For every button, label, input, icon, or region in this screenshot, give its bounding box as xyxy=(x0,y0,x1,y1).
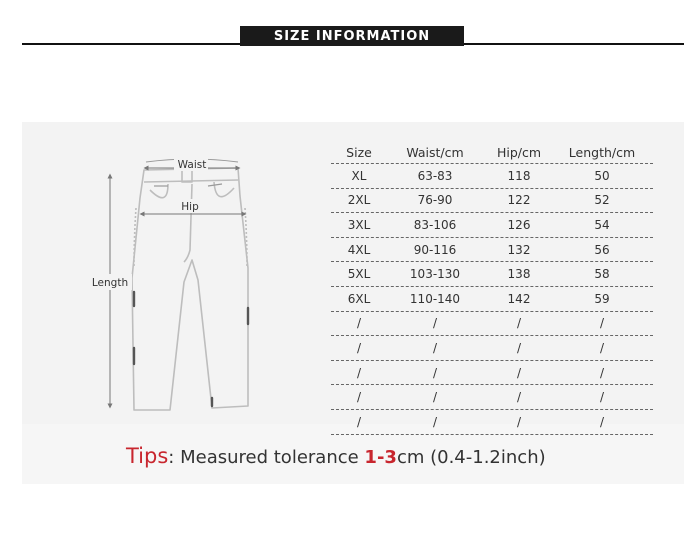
cell-size: 6XL xyxy=(347,291,371,306)
cell-length: 58 xyxy=(594,267,610,282)
cell-size: 3XL xyxy=(347,217,371,232)
cell-hip: 142 xyxy=(507,291,531,306)
table-row xyxy=(331,312,653,337)
cell-waist: 83-106 xyxy=(413,217,457,232)
cell-hip: 126 xyxy=(507,217,531,232)
cell-size: / xyxy=(356,365,362,380)
column-header-waist: Waist/cm xyxy=(406,145,464,160)
cell-waist: 103-130 xyxy=(409,267,461,282)
cell-length: / xyxy=(599,365,605,380)
cell-hip: / xyxy=(516,390,522,405)
table-row xyxy=(331,262,653,287)
table-row xyxy=(331,336,653,361)
tolerance-value: 1-3 xyxy=(364,447,397,468)
column-header-size: Size xyxy=(346,145,372,160)
size-table xyxy=(331,142,653,435)
tips-text-before: Measured tolerance xyxy=(174,447,365,468)
cell-length: 52 xyxy=(594,193,610,208)
tips-line xyxy=(126,444,546,468)
table-row xyxy=(331,213,653,238)
cell-waist: 90-116 xyxy=(413,242,457,257)
table-row xyxy=(331,361,653,386)
cell-size: / xyxy=(356,414,362,429)
cell-size: 4XL xyxy=(347,242,371,257)
cell-size: / xyxy=(356,340,362,355)
table-row xyxy=(331,164,653,189)
page-title: SIZE INFORMATION xyxy=(240,26,464,46)
cell-waist: / xyxy=(432,340,438,355)
cell-waist: / xyxy=(432,316,438,331)
cell-hip: / xyxy=(516,365,522,380)
cell-length: / xyxy=(599,414,605,429)
length-label: Length xyxy=(91,277,129,289)
tips-colon: : xyxy=(168,447,175,468)
table-row xyxy=(331,385,653,410)
table-body xyxy=(331,164,653,435)
cell-hip: / xyxy=(516,340,522,355)
cell-waist: 76-90 xyxy=(417,193,453,208)
column-header-length: Length/cm xyxy=(568,145,636,160)
cell-hip: 122 xyxy=(507,193,531,208)
cell-length: / xyxy=(599,390,605,405)
hip-label: Hip xyxy=(181,201,199,213)
cell-waist: 63-83 xyxy=(417,168,453,183)
cell-size: / xyxy=(356,316,362,331)
cell-hip: 118 xyxy=(507,168,531,183)
cell-size: / xyxy=(356,390,362,405)
cell-waist: 110-140 xyxy=(409,291,461,306)
cell-length: 50 xyxy=(594,168,610,183)
table-row xyxy=(331,410,653,435)
table-header-row xyxy=(331,142,653,164)
pants-diagram xyxy=(88,148,288,420)
cell-waist: / xyxy=(432,414,438,429)
cell-length: 56 xyxy=(594,242,610,257)
cell-size: 2XL xyxy=(347,193,371,208)
cell-hip: 138 xyxy=(507,267,531,282)
table-row xyxy=(331,287,653,312)
tolerance-unit: cm xyxy=(396,447,425,468)
tips-text-after: (0.4-1.2inch) xyxy=(424,447,546,468)
cell-length: 54 xyxy=(594,217,610,232)
cell-waist: / xyxy=(432,390,438,405)
cell-size: 5XL xyxy=(347,267,371,282)
cell-length: / xyxy=(599,340,605,355)
tips-label: Tips xyxy=(126,444,169,468)
cell-hip: 132 xyxy=(507,242,531,257)
table-row xyxy=(331,238,653,263)
table-row xyxy=(331,189,653,214)
cell-length: / xyxy=(599,316,605,331)
cell-waist: / xyxy=(432,365,438,380)
waist-label: Waist xyxy=(177,159,207,171)
cell-size: XL xyxy=(351,168,367,183)
cell-length: 59 xyxy=(594,291,610,306)
cell-hip: / xyxy=(516,316,522,331)
cell-hip: / xyxy=(516,414,522,429)
column-header-hip: Hip/cm xyxy=(496,145,542,160)
